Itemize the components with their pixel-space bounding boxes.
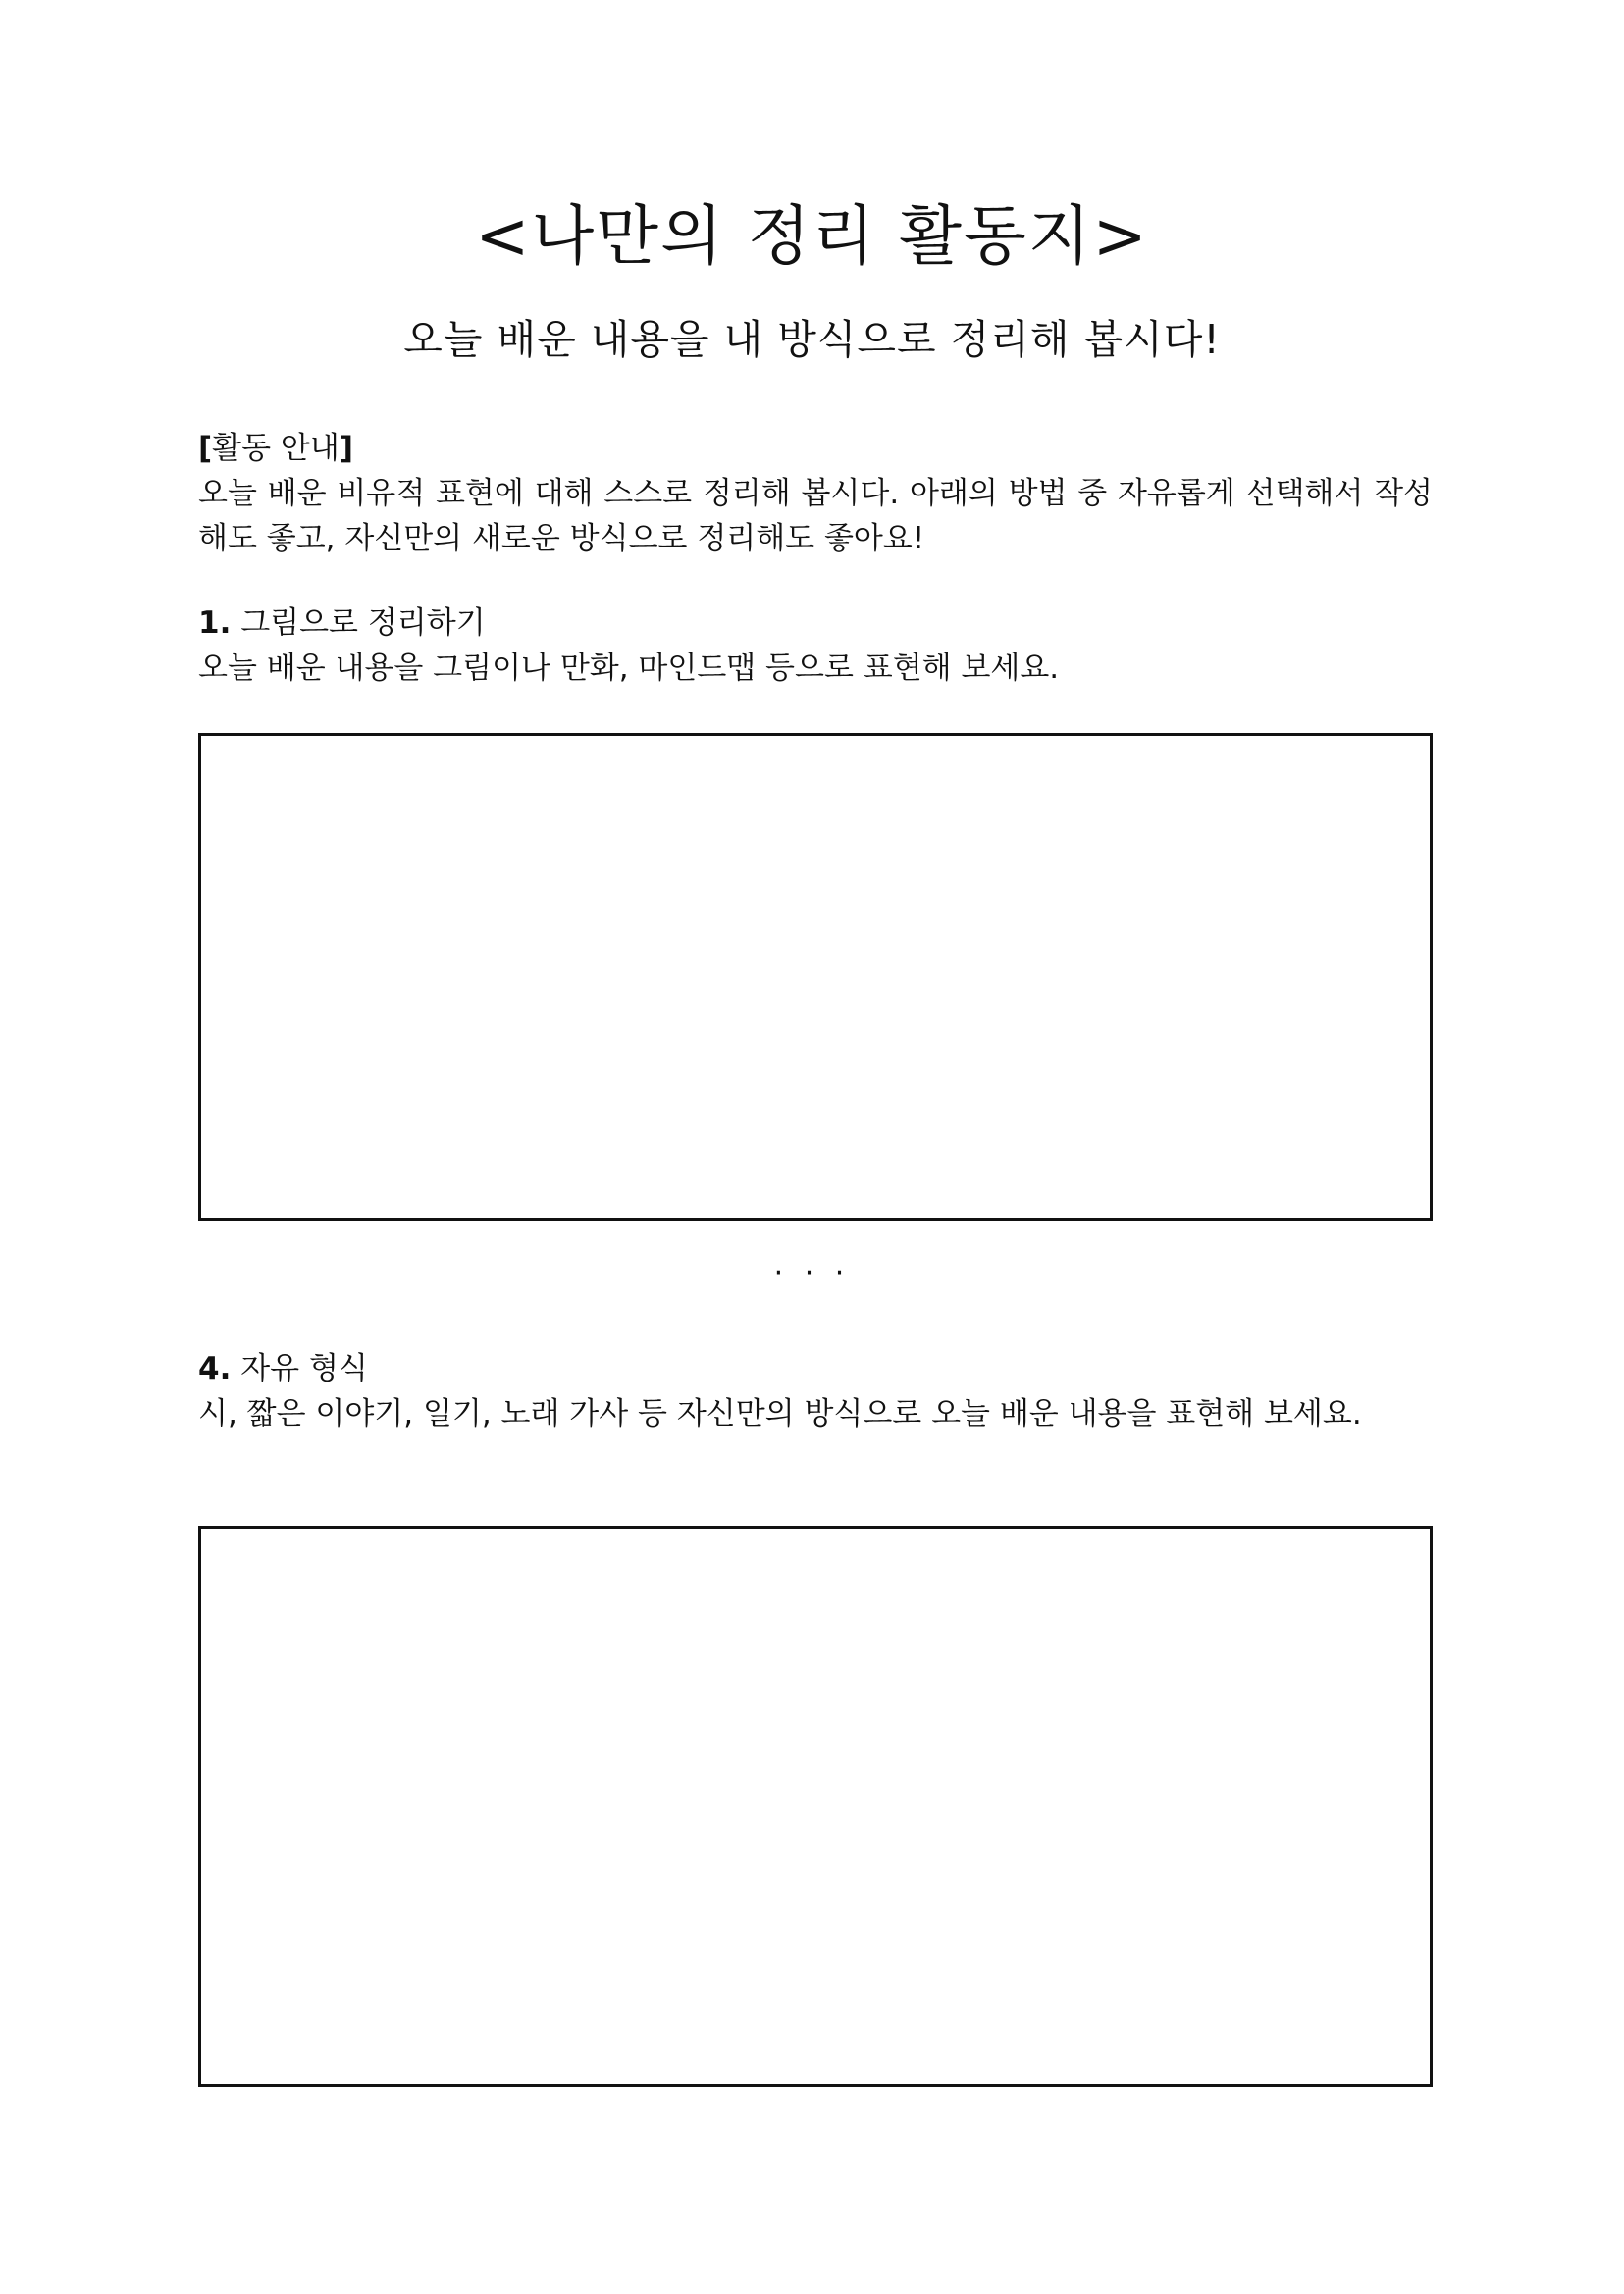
page-title: <나만의 정리 활동지>	[475, 198, 1149, 274]
omitted-sections-ellipsis: · · ·	[773, 1256, 851, 1290]
section-drawing	[198, 600, 1433, 691]
guide-bracket-close: ]	[339, 431, 353, 466]
drawing-answer-box[interactable]	[198, 733, 1433, 1221]
section-drawing-heading	[198, 600, 1433, 646]
free-form-answer-box[interactable]	[198, 1526, 1433, 2087]
activity-guide	[198, 426, 1433, 561]
activity-guide-text: 오늘 배운 비유적 표현에 대해 스스로 정리해 봅시다. 아래의 방법 중 자유롭게 선택해서 작성해도 좋고, 자신만의 새로운 방식으로 정리해도 좋아요!	[198, 476, 1433, 556]
section-number: 4.	[198, 1351, 232, 1386]
section-free-form	[198, 1346, 1433, 1436]
page-subtitle: 오늘 배운 내용을 내 방식으로 정리해 봅시다!	[403, 316, 1221, 363]
section-free-form-heading	[198, 1346, 1433, 1391]
section-title: 그림으로 정리하기	[240, 605, 486, 641]
section-title: 자유 형식	[240, 1351, 368, 1386]
guide-heading-text: 활동 안내	[212, 431, 340, 466]
activity-guide-heading	[198, 426, 1433, 471]
guide-bracket-open: [	[198, 431, 213, 466]
section-number: 1.	[198, 605, 232, 641]
section-drawing-description: 오늘 배운 내용을 그림이나 만화, 마인드맵 등으로 표현해 보세요.	[198, 651, 1060, 686]
section-free-form-description: 시, 짧은 이야기, 일기, 노래 가사 등 자신만의 방식으로 오늘 배운 내용을 표현해 보세요.	[198, 1396, 1362, 1432]
